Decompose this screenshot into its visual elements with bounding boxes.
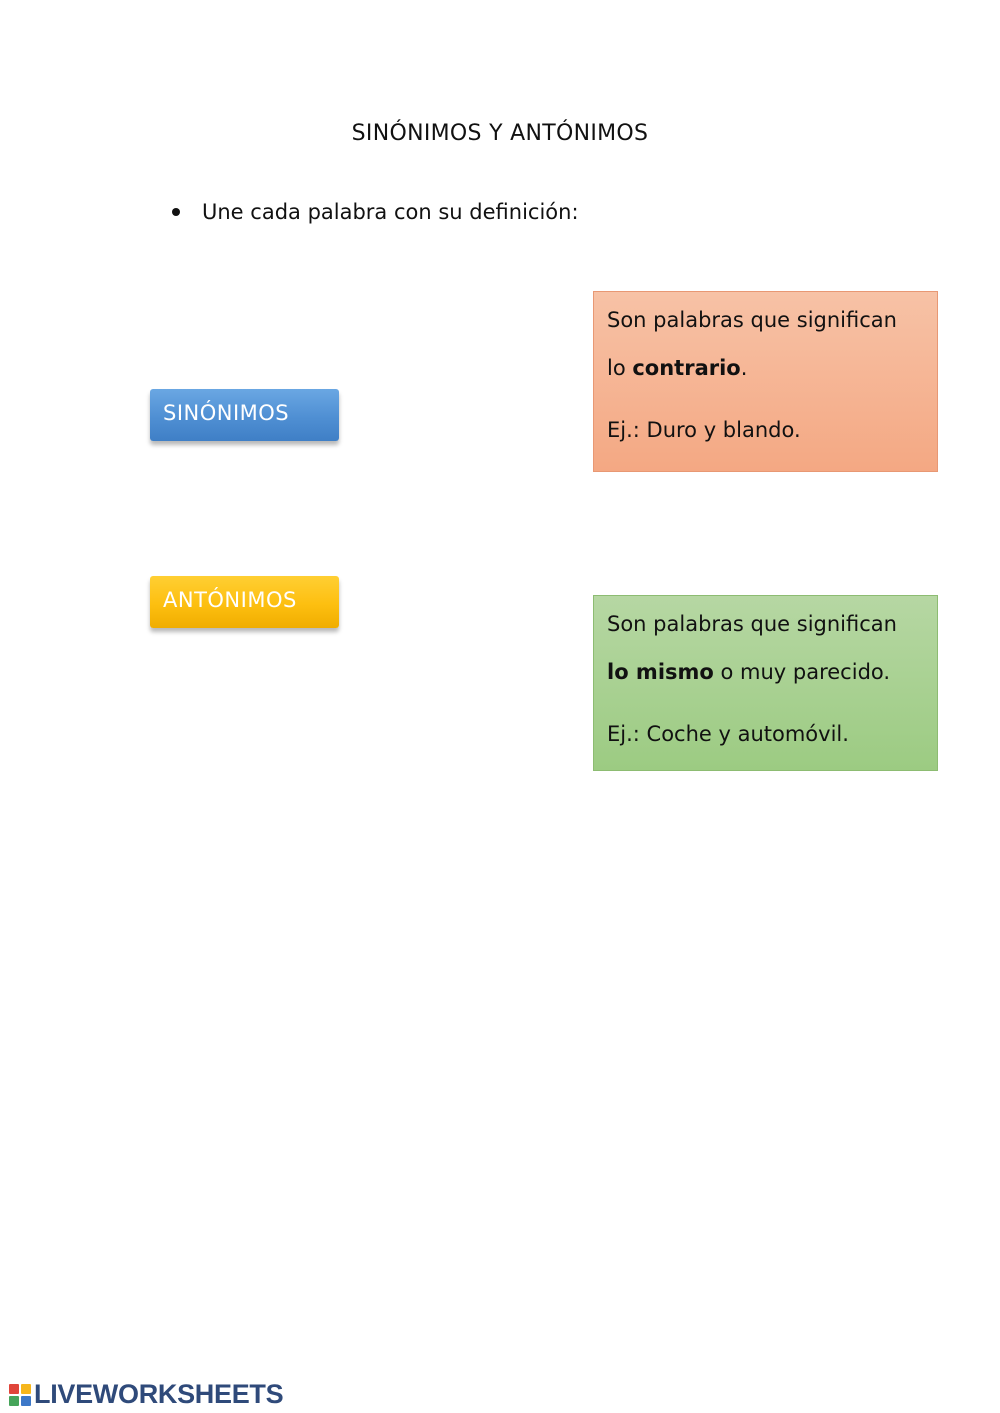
definition-mismo-box[interactable] xyxy=(593,595,938,771)
instruction-text: Une cada palabra con su definición: xyxy=(202,200,579,224)
definition-mismo-line2-post: o muy parecido. xyxy=(713,660,891,684)
page-title: SINÓNIMOS Y ANTÓNIMOS xyxy=(351,121,649,146)
liveworksheets-logo xyxy=(8,1379,283,1410)
definition-mismo-line1: Son palabras que significan xyxy=(607,612,897,636)
definition-contrario-line1: Son palabras que significan xyxy=(607,308,897,332)
definition-mismo-line2 xyxy=(607,652,924,692)
antonimos-word-button[interactable]: ANTÓNIMOS xyxy=(150,576,339,628)
definition-mismo-keyword: lo mismo xyxy=(607,660,714,684)
definition-contrario-line2 xyxy=(607,348,924,388)
definition-contrario-keyword: contrario xyxy=(632,356,741,380)
instruction xyxy=(172,200,579,224)
liveworksheets-logo-text: LIVEWORKSHEETS xyxy=(34,1379,284,1409)
definition-contrario-box[interactable] xyxy=(593,291,938,472)
definition-mismo-example: Ej.: Coche y automóvil. xyxy=(607,722,849,746)
definition-contrario-line2-post: . xyxy=(740,356,748,380)
sinonimos-word-button[interactable]: SINÓNIMOS xyxy=(150,389,339,441)
bullet-icon xyxy=(172,208,180,216)
definition-contrario-line2-pre: lo xyxy=(607,356,633,380)
definition-contrario-example: Ej.: Duro y blando. xyxy=(607,418,801,442)
liveworksheets-logo-icon xyxy=(8,1383,32,1407)
